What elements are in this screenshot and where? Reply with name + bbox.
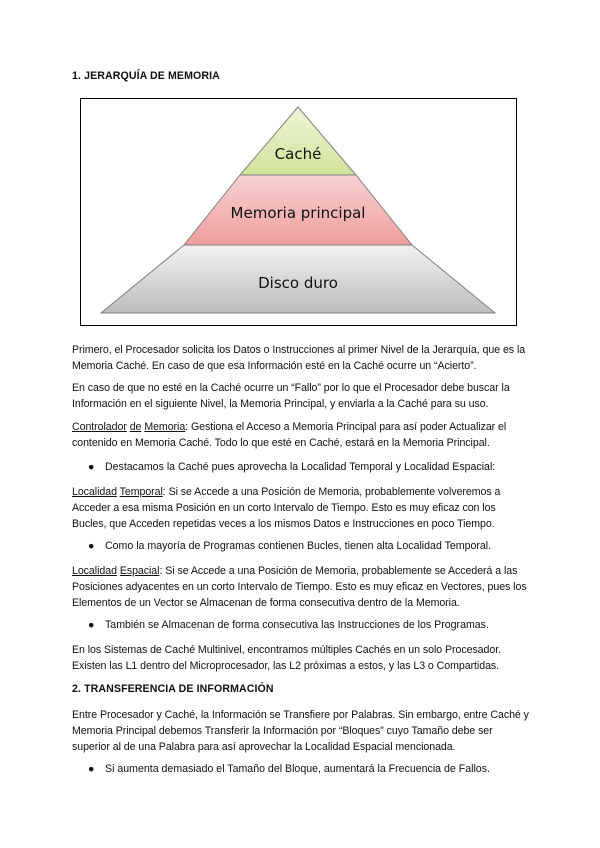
paragraph-5 [72,563,529,612]
pyramid-label-main-memory: Memoria principal [230,204,366,222]
term-de: de [129,421,142,433]
bullet-icon: ● [88,540,95,552]
paragraph-5-text: : Si se Accede a una Posición de Memoria, probablemente se Accederá a las Posiciones adyacentes en un corto Intervalo de Tiempo. Esto es muy eficaz en Vectores, pues los Elementos de un Vector se Almacenan de forma consecutiva dentro de la Memoria. [72,565,527,610]
bullet-icon: ● [88,461,95,473]
term-localidad-2: Localidad [72,565,117,577]
bullet-text-2: Como la mayoría de Programas contienen Bucles, tienen alta Localidad Temporal. [105,540,492,552]
paragraph-4 [72,484,529,533]
bullet-icon: ● [88,619,95,631]
bullet-text-3: También se Almacenan de forma consecutiva las Instrucciones de los Programas. [105,619,489,631]
term-localidad-1: Localidad [72,486,117,498]
term-temporal: Temporal [119,486,163,498]
paragraph-2: En caso de que no esté en la Caché ocurre un “Fallo” por lo que el Procesador debe buscar la Información en el siguiente Nivel, la Memoria Principal, y enviarla a la Caché para su uso. [72,382,510,411]
memory-pyramid [81,99,516,325]
bullet-text-1: Destacamos la Caché pues aprovecha la Localidad Temporal y Localidad Espacial: [105,461,496,473]
paragraph-1: Primero, el Procesador solicita los Datos o Instrucciones al primer Nivel de la Jerarquía, que es la Memoria Caché. En caso de que esa Información esté en la Caché ocurre un “Acierto”. [72,344,526,373]
paragraph-7: Entre Procesador y Caché, la Información se Transfiere por Palabras. Sin embargo, entre Caché y Memoria Principal debemos Transferir la Información por “Bloques” cuyo Tamaño debe ser superior al de una Palabra para así aprovechar la Localidad Espacial mencionada. [72,709,529,754]
bullet-text-4: Si aumenta demasiado el Tamaño del Bloque, aumentará la Frecuencia de Fallos. [105,763,490,775]
pyramid-label-cache: Caché [274,145,322,163]
term-espacial: Espacial [119,565,160,577]
section-2-title: 2. TRANSFERENCIA DE INFORMACIÓN [72,683,274,695]
term-controlador: Controlador [72,421,127,433]
term-memoria: Memoria [144,421,186,433]
pyramid-level-cache [240,107,356,175]
pyramid-label-disk: Disco duro [258,274,338,292]
paragraph-3-text: : Gestiona el Acceso a Memoria Principal para así poder Actualizar el contenido en Memoria Caché. Todo lo que esté en Caché, estará en la Memoria Principal. [72,421,507,450]
paragraph-3 [72,419,529,451]
memory-hierarchy-figure [80,98,517,326]
bullet-icon: ● [88,763,95,775]
section-1-title: 1. JERARQUÍA DE MEMORIA [72,70,220,82]
paragraph-4-text: : Si se Accede a una Posición de Memoria, probablemente volveremos a Acceder a esa misma Posición en un corto Intervalo de Tiempo. Esto es muy eficaz con los Bucles, que Acceden repetidas veces a los mismos Datos e Instrucciones en poco Tiempo. [72,486,501,531]
paragraph-6: En los Sistemas de Caché Multinivel, encontramos múltiples Cachés en un solo Procesador. Existen las L1 dentro del Microprocesador, las L2 próximas a estos, y las L3 o Compartidas. [72,644,501,673]
